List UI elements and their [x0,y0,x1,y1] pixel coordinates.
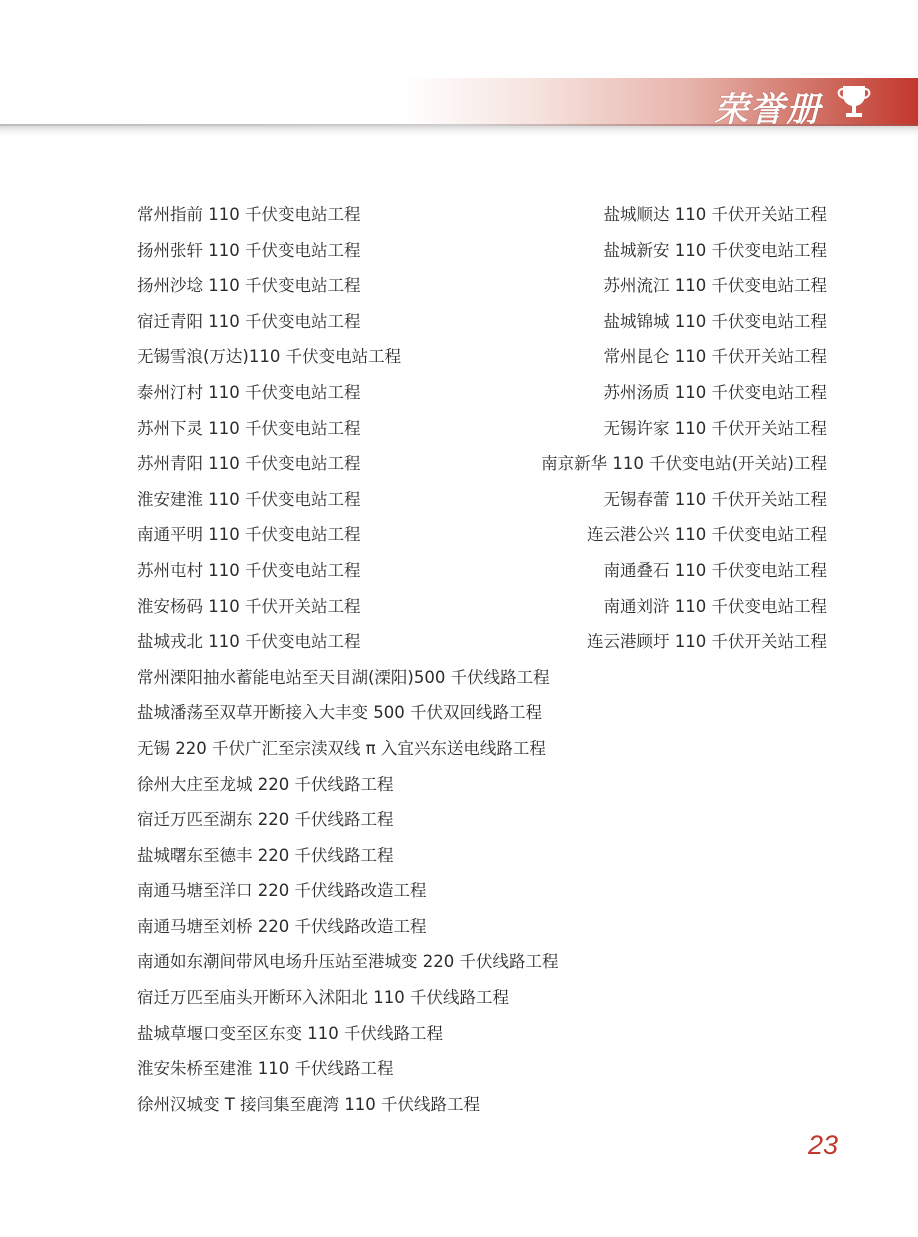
project-item: 淮安朱桥至建淮 110 千伏线路工程 [137,1059,394,1079]
project-item-left: 苏州青阳 110 千伏变电站工程 [137,454,361,474]
project-row [137,197,827,233]
project-row [137,624,827,660]
project-item-left: 常州指前 110 千伏变电站工程 [137,205,361,224]
project-item-left: 宿迁青阳 110 千伏变电站工程 [137,311,361,331]
project-item: 南通马塘至洋口 220 千伏线路改造工程 [137,881,427,901]
project-row [137,411,827,447]
project-item-left: 淮安杨码 110 千伏开关站工程 [137,596,361,616]
project-row [137,339,827,375]
project-item-left: 泰州汀村 110 千伏变电站工程 [137,382,361,402]
project-item-left: 苏州屯村 110 千伏变电站工程 [137,560,361,580]
project-item-left: 扬州张轩 110 千伏变电站工程 [137,240,361,260]
project-item-right: 南通叠石 110 千伏变电站工程 [603,560,827,580]
project-item-right: 无锡春蕾 110 千伏开关站工程 [603,489,827,509]
project-item: 盐城潘荡至双草开断接入大丰变 500 千伏双回线路工程 [137,703,542,723]
project-item-right: 苏州汤质 110 千伏变电站工程 [603,382,827,402]
project-row [137,446,827,482]
project-row [137,517,827,553]
project-item-right: 盐城锦城 110 千伏变电站工程 [603,311,827,331]
project-item-right: 苏州流江 110 千伏变电站工程 [603,276,827,296]
project-item: 盐城草堰口变至区东变 110 千伏线路工程 [137,1023,443,1043]
project-item: 宿迁万匹至庙头开断环入沭阳北 110 千伏线路工程 [137,988,509,1008]
project-row [137,589,827,625]
project-item-right: 盐城新安 110 千伏变电站工程 [603,240,827,260]
project-item-right: 连云港公兴 110 千伏变电站工程 [587,525,827,545]
paired-project-list [137,197,827,660]
section-title: 荣誉册 [714,90,822,130]
project-item-right: 连云港顾圩 110 千伏开关站工程 [587,632,827,652]
project-item-right: 无锡许家 110 千伏开关站工程 [603,418,827,438]
project-row [137,304,827,340]
project-item-left: 淮安建淮 110 千伏变电站工程 [137,489,361,509]
project-item-left: 苏州下灵 110 千伏变电站工程 [137,418,361,438]
project-item-right: 盐城顺达 110 千伏开关站工程 [603,205,827,224]
project-row [137,553,827,589]
project-item-right: 常州昆仑 110 千伏开关站工程 [603,347,827,367]
project-item-left: 盐城戎北 110 千伏变电站工程 [137,632,361,652]
project-item: 宿迁万匹至湖东 220 千伏线路工程 [137,810,394,830]
page-number: 23 [807,1130,838,1160]
project-item: 盐城曙东至德丰 220 千伏线路工程 [137,845,394,865]
project-item: 南通如东潮间带风电场升压站至港城变 220 千伏线路工程 [137,952,559,972]
project-item-right: 南通刘浒 110 千伏变电站工程 [603,596,827,616]
project-row [137,375,827,411]
trophy-icon [834,82,874,122]
project-item: 徐州汉城变 T 接闫集至鹿湾 110 千伏线路工程 [137,1094,481,1114]
single-project-list [137,660,827,1123]
project-row [137,233,827,269]
project-item-right: 南京新华 110 千伏变电站(开关站)工程 [541,454,827,474]
project-item-left: 扬州沙埝 110 千伏变电站工程 [137,276,361,296]
project-row [137,268,827,304]
project-item-left: 南通平明 110 千伏变电站工程 [137,525,361,545]
project-item: 常州溧阳抽水蓄能电站至天目湖(溧阳)500 千伏线路工程 [137,667,550,687]
project-row [137,482,827,518]
project-list [137,197,827,1122]
project-item: 无锡 220 千伏广汇至宗渎双线 π 入宜兴东送电线路工程 [137,738,546,758]
project-item-left: 无锡雪浪(万达)110 千伏变电站工程 [137,347,402,367]
project-item: 南通马塘至刘桥 220 千伏线路改造工程 [137,916,427,936]
project-item: 徐州大庄至龙城 220 千伏线路工程 [137,774,394,794]
